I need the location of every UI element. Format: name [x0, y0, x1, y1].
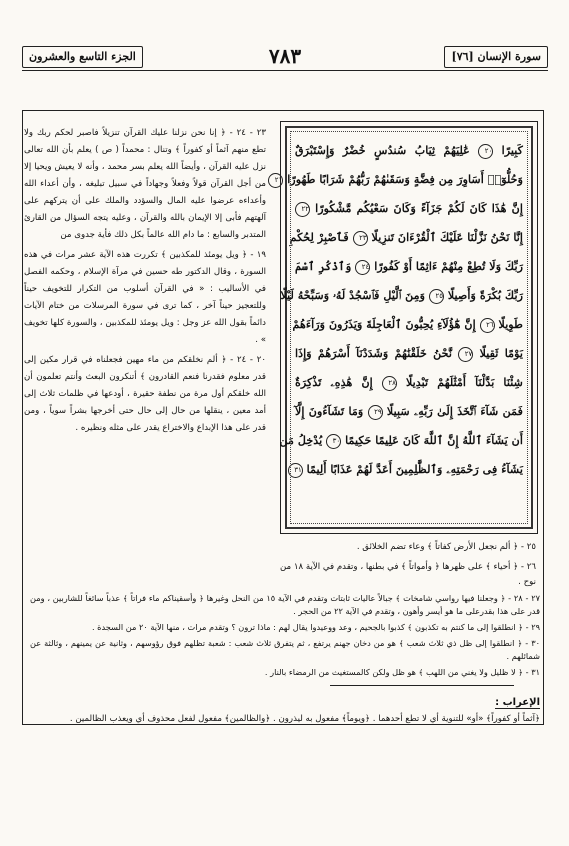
quran-line: [280, 281, 523, 310]
verse-number-marker: ٢١: [268, 173, 283, 188]
tafsir-paragraph: ٢٧ - ٢٨ - ﴿ وجعلنا فيها رواسي شامخات ﴾ جبالاً عاليات ثابتات وتقدم في الآية ١٥ من النحل وغيرها ﴿ وأسقيناكم ماء فراتاً ﴾ عذباً سائغاً للشاربين ، ومن قدر على هذا بقدرعلى ما هو أيسر وأهون ، وتقدم في الآية ٢٢ من الحجر .: [30, 593, 540, 616]
ayah-text: وَحُلُّوٓا۟ أَسَاوِرَ مِن فِضَّةٍ وَسَقَىٰهُمْ رَبُّهُمْ شَرَابًا طَهُورًا: [287, 172, 523, 186]
ayah-text: نَّحْنُ خَلَقْنَٰهُمْ وَشَدَدْنَآ أَسْرَهُمْ وَإِذَا: [295, 346, 452, 360]
ayah-text: إِنَّ هَٰذَا كَانَ لَكُمْ جَزَآءً وَكَانَ سَعْيُكُم مَّشْكُورًا: [315, 201, 523, 215]
ayah-text: يُدْخِلُ مَن: [279, 433, 323, 447]
ayah-text: إِنَّ هَٰٓؤُلَآءِ يُحِبُّونَ ٱلْعَاجِلَةَ وَيَذَرُونَ وَرَآءَهُمْ: [292, 317, 476, 331]
verse-number-marker: ٢٧: [458, 347, 473, 362]
verse-number-marker: ٢٩: [368, 405, 383, 420]
ayah-text: يَشَآءُ فِى رَحْمَتِهِۦ وَٱلظَّٰلِمِينَ أَعَدَّ لَهُمْ عَذَابًا أَلِيمًا: [306, 462, 523, 476]
quran-line: [295, 455, 523, 484]
verse-number-marker: ٣١: [288, 463, 303, 478]
ayah-text: رَبِّكَ وَلَا تُطِعْ مِنْهُمْ ءَاثِمًا أَوْ كَفُورًا: [374, 259, 523, 273]
ayah-text: أَن يَشَآءَ ٱللَّهُ إِنَّ ٱللَّهَ كَانَ عَلِيمًا حَكِيمًا: [345, 433, 523, 447]
quran-line: [295, 252, 523, 281]
ayah-text: طَوِيلًا: [498, 317, 523, 331]
verse-number-marker: ٣٠: [326, 434, 341, 449]
quran-line: [274, 165, 523, 194]
verse-number-marker: ٢٣: [353, 231, 368, 246]
quran-line: [295, 194, 523, 223]
verse-number-marker: ٢٤: [355, 260, 370, 275]
quran-text-box: [274, 121, 538, 534]
tafsir-paragraph: ٣٠ - ﴿ انطلقوا إلى ظل ذي ثلاث شعب ﴾ هو من دخان جهنم يرتفع ، ثم يتفرق ثلاث شعب : شعبة تظلهم فوق رؤوسهم ، وثانية عن يمينهم ، وثالثة عن شمائلهم .: [30, 638, 540, 661]
ayah-text: فَمَن شَآءَ ٱتَّخَذَ إِلَىٰ رَبِّهِۦ سَبِيلًا: [386, 404, 523, 418]
verse-number-marker: ٢٥: [429, 289, 444, 304]
quran-line: [295, 397, 523, 426]
quran-line: [289, 223, 523, 252]
tafsir-paragraph: ٢٥ - ﴿ ألم نجعل الأرض كفاتاً ﴾ وعاء تضم الخلائق .: [356, 542, 536, 552]
page-number: ٧٨٣: [268, 44, 302, 68]
tafsir-paragraph: ٢٦ - ﴿ أحياء ﴾ على ظهرها ﴿ وأمواتاً ﴾ في بطنها ، وتقدم في الآية ١٨ من نوح .: [279, 562, 536, 587]
ayah-text: إِنَّ هَٰذِهِۦ تَذْكِرَةٌ: [295, 375, 373, 389]
header-rule: [22, 70, 548, 71]
quran-lines: [274, 136, 523, 519]
ayah-text: شِئْنَا بَدَّلْنَآ أَمْثَٰلَهُمْ تَبْدِيلًا: [406, 375, 523, 389]
ayah-text: يَوْمًا ثَقِيلًا: [479, 346, 523, 360]
quran-line: [295, 339, 523, 368]
juz-label: الجزء التاسع والعشرون: [22, 46, 143, 68]
irab-section: [30, 690, 540, 727]
ayah-text: عَٰلِيَهُمْ ثِيَابُ سُندُسٍ خُضْرٌ وَإِسْتَبْرَقٌ: [295, 143, 470, 157]
ayah-text: وَٱذْكُرِ ٱسْمَ: [295, 259, 352, 273]
tafsir-paragraph: ٣١ - ﴿ لا ظليل ولا يغني من اللهب ﴾ هو ظل ولكن كالمستغيث من الرمضاء بالنار .: [264, 667, 540, 677]
ayah-text: فَٱصْبِرْ لِحُكْمِ: [289, 230, 349, 244]
quran-line: [279, 426, 523, 455]
tafsir-column: [24, 125, 266, 437]
sura-label: سورة الإنسان [٧٦]: [444, 46, 548, 68]
ayah-text: وَمَا تَشَآءُونَ إِلَّآ: [295, 404, 364, 418]
tafsir-paragraph: ١٩ - ﴿ ويل يومئذ للمكذبين ﴾ تكررت هذه الآية عشر مرات في هذه السورة ، وقال الدكتور طه حسين في مرآة الإسلام ، وحكمه الفصل في الأساليب : « في القرآن أسلوب من التكرار للتخويف حيناً وللتعجيز حيناً آخر ، كما ترى في سورة المرسلات من ختام الآيات دائماً بقول الله عز وجل : ويل يومئذ للمكذبين ، والسورة كلها تخويف » .: [24, 250, 266, 345]
verse-number-marker: ٢٦: [480, 318, 495, 333]
verse-number-marker: ٢٠: [478, 144, 493, 159]
quran-line: [292, 310, 523, 339]
page-header: [22, 44, 548, 70]
ayah-text: رَبِّكَ بُكْرَةً وَأَصِيلًا: [447, 288, 523, 302]
quran-line: [295, 368, 523, 397]
tafsir-paragraph: ٢٩ - ﴿ انطلقوا إلى ما كنتم به تكذبون ﴾ كذبوا بالجحيم ، وعد ووعيدوا يقال لهم : ماذا ترون ؟ وتقدم مرات ، منها الآية ٢٠ من السجدة .: [91, 622, 540, 632]
verse-number-marker: ٢٢: [295, 202, 310, 217]
ayah-text: وَمِنَ ٱلَّيْلِ فَٱسْجُدْ لَهُۥ وَسَبِّحْهُ لَيْلًا: [280, 288, 426, 302]
quran-line: [295, 136, 523, 165]
tafsir-paragraph: ٢٠ - ٢٤ - ﴿ ألم نخلقكم من ماء مهين فجعلناه في قرار مكين إلى قدر معلوم فقدرنا فنعم القادرون ﴾ أتنكرون البعث وأنتم تعلمون أن الله خلقكم أول مرة من نطفة حقيرة ، أودعها في ظلمات ثلاث إلى أمد معين ، ينقلها من حال إلى حال حتى أخرجها بشراً سوياً ، ومن قدر على هذا الإبداع والاختراع يقدر على مثله ونظيره .: [24, 355, 266, 433]
tafsir-paragraph: ٢٣ - ٢٤ - ﴿ إنا نحن نزلنا عليك القرآن تنزيلاً فاصبر لحكم ربك ولا تطع منهم آثماً أو كفوراً ﴾ وتنال : محمداً ( ص ) يعلم بأن الله تعالى نزل عليه القرآن ، وأيضاً الله يعلم بسر محمد ، وأنه لا يعيش ويحيا إلا من أجل القرآن قولاً وفعلاً وجهاداً في سبيل تبليغه ، وأن أعداء الله وأعداءه عرضوا عليه المال والسؤدد والملك على أن يتركهم على آلهتهم فأبى إلا الإيمان بالله والقرآن ، وعليه يتجه السؤال من القارئ المتدبر والسابع : ما دام الله عالماً بكل ذلك فأية جدوى من: [24, 128, 266, 240]
ayah-text: كَبِيرًا: [501, 143, 523, 157]
ayah-text: إِنَّا نَحْنُ نَزَّلْنَا عَلَيْكَ ٱلْقُرْءَانَ تَنزِيلًا: [371, 230, 523, 244]
irab-title: الإعراب :: [495, 697, 540, 708]
verse-number-marker: ٢٨: [382, 376, 397, 391]
section-divider: [330, 685, 514, 686]
irab-text: ﴿آثماً أو كفوراً﴾ «أو» للتنوية أي لا تطع أحدهما . ﴿ويوماً﴾ مفعول به ليذرون . ﴿والظالمين﴾ مفعول لفعل محذوف أي ويعذب الظالمين .: [69, 714, 540, 724]
